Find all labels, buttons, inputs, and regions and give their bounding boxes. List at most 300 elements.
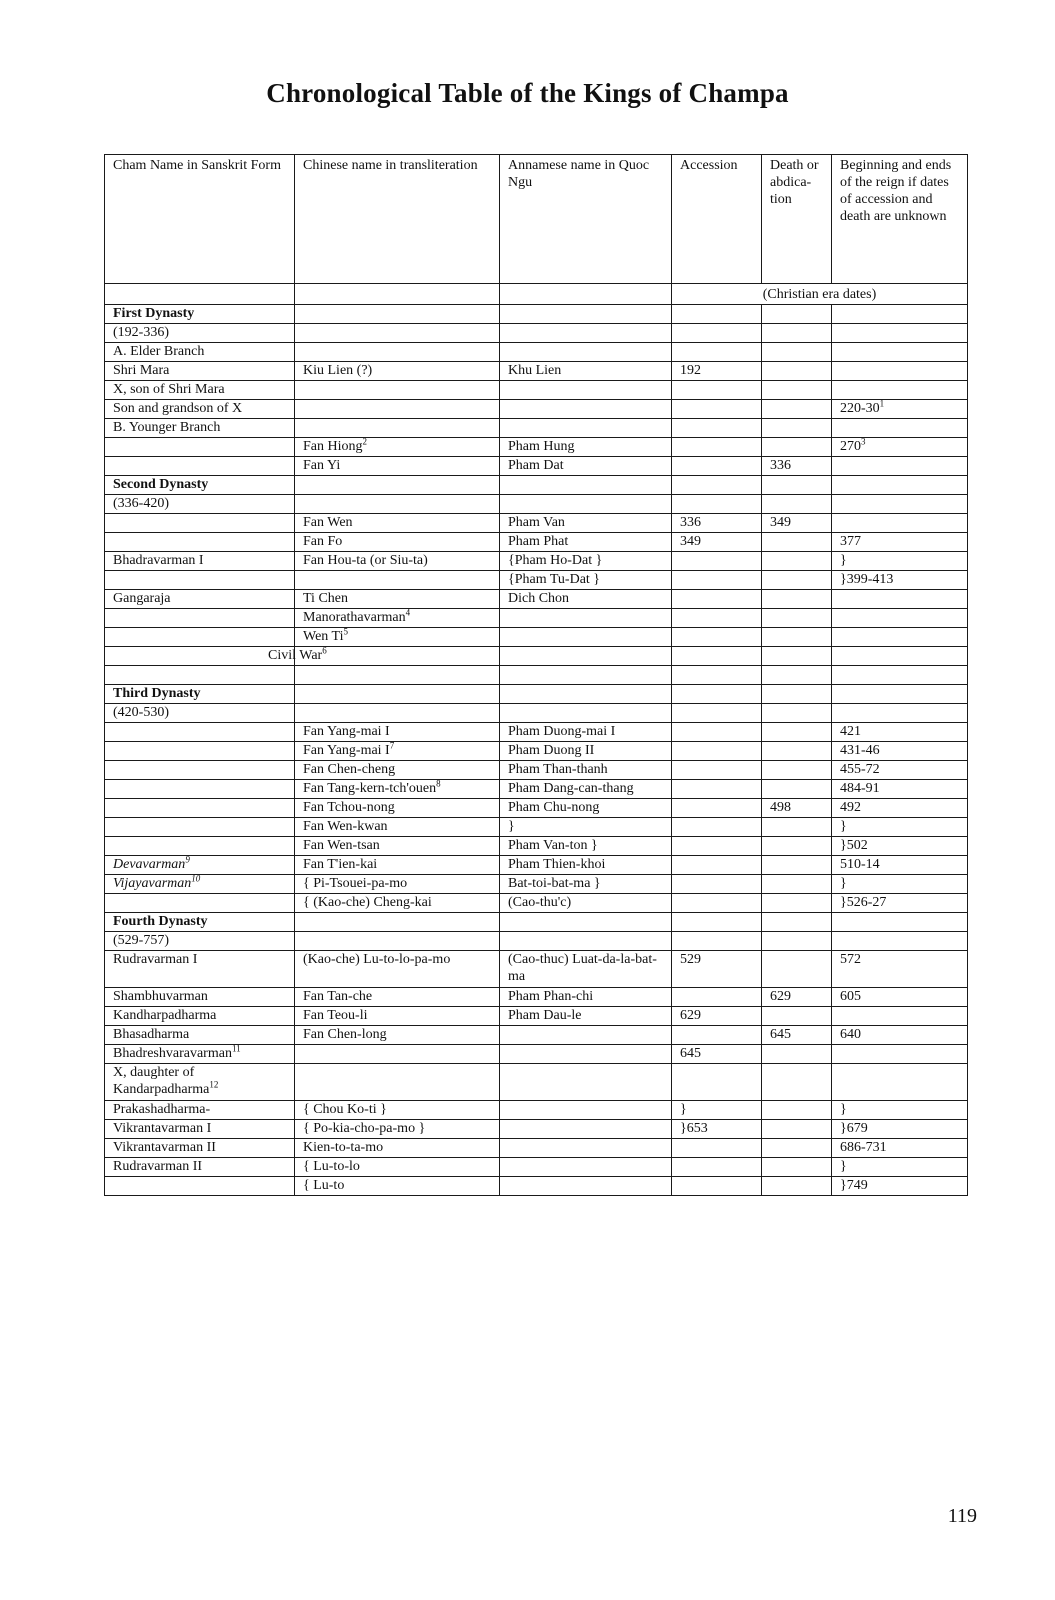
cell-accession: [672, 704, 762, 723]
cell-reign: [832, 552, 968, 571]
cell-sanskrit: [105, 476, 295, 495]
chinese-text: Fan Yi: [303, 458, 341, 473]
cell-reign: [832, 381, 968, 400]
annamese-text: Pham Duong-mai I: [508, 724, 616, 739]
annamese-text: Pham Thien-khoi: [508, 857, 606, 872]
death-text: 498: [770, 800, 791, 815]
footnote-marker: 9: [185, 855, 190, 865]
cell-annamese: [500, 742, 672, 761]
cell-reign: [832, 362, 968, 381]
sanskrit-text: Shri Mara: [113, 363, 170, 378]
cell-annamese: [500, 419, 672, 438]
footnote-marker: 12: [209, 1079, 219, 1090]
cell-accession: [672, 457, 762, 476]
cell-reign: [832, 400, 968, 419]
annamese-text: Pham Phan-chi: [508, 989, 594, 1004]
chinese-text: { Po-kia-cho-pa-mo }: [303, 1121, 426, 1136]
cell-chinese: [295, 381, 500, 400]
cell-annamese: [500, 476, 672, 495]
cell-annamese: [500, 647, 672, 666]
sanskrit-text: Devavarman: [113, 857, 186, 872]
cell-accession: [672, 1007, 762, 1026]
cell-sanskrit: [105, 552, 295, 571]
cell-reign: [832, 932, 968, 951]
reign-text: 455-72: [840, 762, 880, 777]
cell-sanskrit: [105, 1120, 295, 1139]
footnote-marker: 10: [191, 874, 201, 884]
cell-annamese: [500, 856, 672, 875]
cell-accession: [672, 1026, 762, 1045]
cell-annamese: [500, 1101, 672, 1120]
footnote-marker: 2: [362, 437, 367, 447]
cell-reign: [832, 913, 968, 932]
cell-reign: [832, 894, 968, 913]
table-row: [105, 875, 968, 894]
cell-sanskrit: [105, 856, 295, 875]
cell-annamese: [500, 305, 672, 324]
chinese-text: Fan Wen-tsan: [303, 838, 380, 853]
chinese-text: Fan Wen-kwan: [303, 819, 388, 834]
chinese-text: Fan Teou-li: [303, 1008, 368, 1023]
cell-sanskrit: [105, 1064, 295, 1101]
annamese-text: Pham Van: [508, 515, 565, 530]
cell-death: [762, 476, 832, 495]
cell-annamese: [500, 1045, 672, 1064]
death-text: 629: [770, 989, 791, 1004]
cell-sanskrit: [105, 1026, 295, 1045]
cell-sanskrit: [105, 533, 295, 552]
chinese-text: Fan Hou-ta (or Siu-ta): [303, 553, 428, 568]
table-row: [105, 381, 968, 400]
cell-sanskrit: [105, 571, 295, 590]
cell-sanskrit: [105, 951, 295, 988]
chinese-text: Fan Chen-long: [303, 1027, 387, 1042]
table-row: [105, 1101, 968, 1120]
cell-reign: [832, 438, 968, 457]
cell-sanskrit: [105, 305, 295, 324]
header-reign: Beginning and ends of the reign if dates of accession and death are unknown: [832, 155, 968, 284]
cell-death: [762, 1177, 832, 1196]
footnote-marker: 1: [879, 399, 885, 409]
chinese-text: Fan Tan-che: [303, 989, 373, 1004]
table-row: [105, 894, 968, 913]
cell-sanskrit: [105, 666, 295, 685]
header-death: Death or abdica-tion: [762, 155, 832, 284]
cell-sanskrit: [105, 419, 295, 438]
cell-accession: [672, 875, 762, 894]
cell-reign: [832, 1139, 968, 1158]
cell-accession: [672, 533, 762, 552]
cell-accession: [672, 495, 762, 514]
cell-annamese: [500, 495, 672, 514]
kings-table-container: [104, 154, 967, 1196]
cell-sanskrit: [105, 780, 295, 799]
cell-sanskrit: [105, 590, 295, 609]
cell-annamese: [500, 666, 672, 685]
cell-accession: [672, 894, 762, 913]
cell-reign: [832, 1120, 968, 1139]
reign-text: 484-91: [840, 781, 880, 796]
cell-death: [762, 457, 832, 476]
reign-text: 431-46: [840, 743, 880, 758]
cell-death: [762, 571, 832, 590]
cell-annamese: [500, 932, 672, 951]
reign-text: }399-413: [840, 572, 894, 587]
cell-sanskrit: [105, 1007, 295, 1026]
table-row: [105, 476, 968, 495]
cell-chinese: [295, 571, 500, 590]
cell-annamese: [500, 628, 672, 647]
annamese-text: Pham Chu-nong: [508, 800, 600, 815]
cell-reign: [832, 837, 968, 856]
table-row: [105, 419, 968, 438]
header-accession: Accession: [672, 155, 762, 284]
cell-accession: [672, 913, 762, 932]
cell-annamese: [500, 609, 672, 628]
cell-sanskrit: [105, 1101, 295, 1120]
accession-text: 645: [680, 1046, 701, 1061]
cell-chinese: [295, 1045, 500, 1064]
sanskrit-text: Vikrantavarman II: [113, 1140, 216, 1155]
cell-reign: [832, 628, 968, 647]
table-row: [105, 1158, 968, 1177]
cell-accession: [672, 324, 762, 343]
cell-chinese: [295, 495, 500, 514]
table-row: [105, 552, 968, 571]
sanskrit-text: Bhasadharma: [113, 1027, 190, 1042]
cell-death: [762, 780, 832, 799]
era-note-row: [105, 284, 968, 305]
cell-annamese: [500, 324, 672, 343]
cell-chinese: [295, 761, 500, 780]
cell-sanskrit: [105, 400, 295, 419]
cell-reign: [832, 1026, 968, 1045]
cell-chinese: [295, 1101, 500, 1120]
cell-chinese: [295, 932, 500, 951]
header-sanskrit: Cham Name in Sanskrit Form: [105, 155, 295, 284]
reign-text: }: [840, 819, 847, 834]
reign-text: }: [840, 1102, 847, 1117]
cell-accession: [672, 476, 762, 495]
cell-accession: [672, 1045, 762, 1064]
cell-sanskrit: [105, 1045, 295, 1064]
cell-death: [762, 913, 832, 932]
sanskrit-text: (192-336): [113, 325, 169, 340]
cell-death: [762, 1007, 832, 1026]
cell-chinese: [295, 514, 500, 533]
reign-text: }: [840, 553, 847, 568]
cell-sanskrit: [105, 324, 295, 343]
reign-text: 421: [840, 724, 861, 739]
cell-chinese: [295, 988, 500, 1007]
cell-annamese: [500, 1120, 672, 1139]
table-row: [105, 590, 968, 609]
table-row: [105, 628, 968, 647]
table-row: [105, 856, 968, 875]
cell-reign: [832, 685, 968, 704]
sanskrit-text: Fourth Dynasty: [113, 914, 208, 929]
cell-death: [762, 799, 832, 818]
cell-chinese: [295, 875, 500, 894]
reign-text: 220-30: [840, 401, 880, 416]
cell-annamese: [500, 552, 672, 571]
cell-death: [762, 1045, 832, 1064]
cell-accession: [672, 837, 762, 856]
cell-accession: [672, 381, 762, 400]
cell-annamese: [500, 761, 672, 780]
table-row: [105, 324, 968, 343]
table-row: [105, 932, 968, 951]
chinese-text: (Kao-che) Lu-to-lo-pa-mo: [303, 952, 451, 967]
cell-death: [762, 837, 832, 856]
sanskrit-text: (529-757): [113, 933, 169, 948]
cell-annamese: [500, 1158, 672, 1177]
cell-chinese: [295, 894, 500, 913]
cell-chinese: [295, 723, 500, 742]
cell-accession: [672, 305, 762, 324]
cell-accession: [672, 780, 762, 799]
cell-sanskrit: [105, 343, 295, 362]
cell-chinese: [295, 305, 500, 324]
cell-death: [762, 1158, 832, 1177]
sanskrit-text: First Dynasty: [113, 306, 195, 321]
cell-death: [762, 609, 832, 628]
cell-death: [762, 1120, 832, 1139]
cell-death: [762, 533, 832, 552]
cell-chinese: [295, 1026, 500, 1045]
accession-text: }: [680, 1102, 687, 1117]
annamese-text: (Cao-thuc) Luat-da-la-bat-ma: [508, 952, 657, 984]
cell-annamese: [500, 875, 672, 894]
cell-sanskrit: [105, 495, 295, 514]
footnote-marker: 8: [436, 779, 441, 789]
cell-chinese: [295, 799, 500, 818]
cell-reign: [832, 951, 968, 988]
sanskrit-text: Rudravarman I: [113, 952, 198, 967]
cell-sanskrit: [105, 913, 295, 932]
cell-accession: [672, 856, 762, 875]
header-annamese: Annamese name in Quoc Ngu: [500, 155, 672, 284]
cell-accession: [672, 951, 762, 988]
cell-chinese: [295, 533, 500, 552]
cell-annamese: [500, 988, 672, 1007]
chinese-text: Civil War: [268, 648, 323, 663]
reign-text: }: [840, 1159, 847, 1174]
sanskrit-text: Gangaraja: [113, 591, 171, 606]
reign-text: 572: [840, 952, 861, 967]
cell-chinese: [295, 1158, 500, 1177]
footnote-marker: 3: [861, 437, 866, 447]
table-row: [105, 438, 968, 457]
cell-reign: [832, 495, 968, 514]
cell-sanskrit: [105, 609, 295, 628]
cell-death: [762, 438, 832, 457]
cell-accession: [672, 1064, 762, 1101]
sanskrit-text: B. Younger Branch: [113, 420, 221, 435]
table-body: [105, 305, 968, 1196]
cell-death: [762, 1026, 832, 1045]
cell-sanskrit: [105, 932, 295, 951]
chinese-text: { Chou Ko-ti }: [303, 1102, 387, 1117]
page-title: Chronological Table of the Kings of Champa: [266, 78, 789, 108]
sanskrit-text: Rudravarman II: [113, 1159, 203, 1174]
table-row: [105, 495, 968, 514]
death-text: 645: [770, 1027, 791, 1042]
reign-text: }526-27: [840, 895, 887, 910]
cell-reign: [832, 609, 968, 628]
annamese-text: Pham Phat: [508, 534, 569, 549]
cell-chinese: [295, 856, 500, 875]
cell-death: [762, 419, 832, 438]
cell-reign: [832, 761, 968, 780]
table-row: [105, 666, 968, 685]
cell-accession: [672, 1158, 762, 1177]
annamese-text: (Cao-thu'c): [508, 895, 572, 910]
table-row: [105, 571, 968, 590]
table-row: [105, 343, 968, 362]
sanskrit-text: Shambhuvarman: [113, 989, 208, 1004]
cell-accession: [672, 400, 762, 419]
cell-chinese: [295, 685, 500, 704]
sanskrit-text: X, daughter of Kandarpadharma: [113, 1065, 210, 1097]
header-chinese: Chinese name in transliteration: [295, 155, 500, 284]
cell-chinese: [295, 400, 500, 419]
cell-sanskrit: [105, 742, 295, 761]
page-number: 119: [947, 1505, 977, 1527]
sanskrit-text: Third Dynasty: [113, 686, 201, 701]
table-row: [105, 305, 968, 324]
cell-death: [762, 951, 832, 988]
cell-annamese: [500, 1139, 672, 1158]
cell-annamese: [500, 894, 672, 913]
annamese-text: Pham Dang-can-thang: [508, 781, 634, 796]
table-row: [105, 533, 968, 552]
cell-accession: [672, 552, 762, 571]
cell-annamese: [500, 343, 672, 362]
footnote-marker: 6: [322, 645, 327, 656]
chinese-text: Fan T'ien-kai: [303, 857, 378, 872]
cell-sanskrit: [105, 704, 295, 723]
cell-reign: [832, 514, 968, 533]
sanskrit-text: Vikrantavarman I: [113, 1121, 212, 1136]
cell-annamese: [500, 913, 672, 932]
cell-accession: [672, 647, 762, 666]
cell-annamese: [500, 799, 672, 818]
table-row: [105, 1045, 968, 1064]
sanskrit-text: (420-530): [113, 705, 169, 720]
cell-death: [762, 875, 832, 894]
cell-accession: [672, 609, 762, 628]
cell-accession: [672, 362, 762, 381]
footnote-marker: 4: [405, 608, 411, 618]
reign-text: }: [840, 876, 847, 891]
cell-chinese: [295, 324, 500, 343]
cell-death: [762, 1139, 832, 1158]
cell-accession: [672, 419, 762, 438]
cell-sanskrit: [105, 1139, 295, 1158]
cell-accession: [672, 988, 762, 1007]
table-row: [105, 362, 968, 381]
cell-chinese: [295, 438, 500, 457]
cell-accession: [672, 932, 762, 951]
cell-accession: [672, 685, 762, 704]
accession-text: 349: [680, 534, 701, 549]
sanskrit-text: Son and grandson of X: [113, 401, 243, 416]
cell-death: [762, 647, 832, 666]
cell-reign: [832, 818, 968, 837]
cell-death: [762, 400, 832, 419]
cell-annamese: [500, 438, 672, 457]
cell-annamese: [500, 685, 672, 704]
annamese-text: Dich Chon: [508, 591, 570, 606]
chinese-text: Fan Wen: [303, 515, 353, 530]
cell-annamese: [500, 533, 672, 552]
cell-chinese: [295, 1064, 500, 1101]
table-row: [105, 1120, 968, 1139]
table-row: [105, 742, 968, 761]
cell-accession: [672, 1177, 762, 1196]
annamese-text: Pham Than-thanh: [508, 762, 608, 777]
cell-accession: [672, 723, 762, 742]
cell-death: [762, 590, 832, 609]
cell-reign: [832, 1101, 968, 1120]
cell-chinese: [268, 645, 500, 666]
cell-annamese: [500, 951, 672, 988]
cell-accession: [672, 628, 762, 647]
cell-death: [762, 894, 832, 913]
sanskrit-text: Second Dynasty: [113, 477, 209, 492]
cell-death: [762, 1064, 832, 1101]
table-row: [105, 723, 968, 742]
cell-sanskrit: [105, 628, 295, 647]
cell-accession: [672, 1120, 762, 1139]
reign-text: 377: [840, 534, 861, 549]
cell-chinese: [295, 628, 500, 647]
cell-sanskrit: [105, 761, 295, 780]
cell-reign: [832, 1007, 968, 1026]
chinese-text: Fan Yang-mai I: [303, 724, 390, 739]
death-text: 336: [770, 458, 791, 473]
cell-accession: [672, 438, 762, 457]
table-row: [105, 1064, 968, 1101]
table-row: [105, 799, 968, 818]
cell-sanskrit: [105, 818, 295, 837]
cell-sanskrit: [105, 438, 295, 457]
cell-reign: [832, 533, 968, 552]
reign-text: 492: [840, 800, 861, 815]
cell-reign: [832, 590, 968, 609]
cell-annamese: [500, 571, 672, 590]
accession-text: 629: [680, 1008, 701, 1023]
cell-reign: [832, 988, 968, 1007]
cell-death: [762, 932, 832, 951]
cell-annamese: [500, 780, 672, 799]
cell-accession: [672, 343, 762, 362]
cell-chinese: [295, 818, 500, 837]
table-row: [105, 609, 968, 628]
cell-death: [762, 324, 832, 343]
cell-accession: [672, 742, 762, 761]
cell-chinese: [295, 343, 500, 362]
cell-chinese: [295, 951, 500, 988]
cell-sanskrit: [105, 723, 295, 742]
cell-chinese: [295, 1120, 500, 1139]
cell-death: [762, 343, 832, 362]
cell-accession: [672, 761, 762, 780]
cell-reign: [832, 856, 968, 875]
table-row: [105, 988, 968, 1007]
cell-reign: [832, 647, 968, 666]
